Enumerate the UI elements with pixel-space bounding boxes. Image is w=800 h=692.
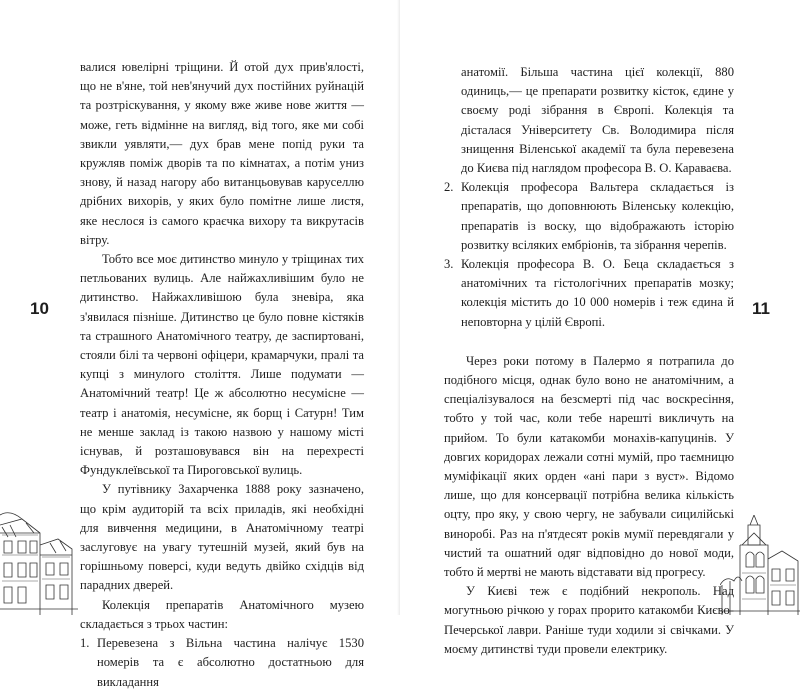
building-sketch-illustration [0,505,78,615]
paragraph: У Києві теж є подібний некрополь. Над могутньою річкою у горах прорито катакомби Києво-Печерської лаври. Раніше туди ходили зі свічками. У моєму дитинстві туди провели електрику. [444,584,734,656]
list-item-text: Колекція професора Вальтера складається із препаратів, що доповнюють Віленську колекцію, препаратів із воску, що відображають історію розвитку всіляких ембріонів, та зібрання черепів. [461,180,734,252]
list-item [444,178,734,255]
list-item [80,634,364,692]
list-item-number: 1. [80,636,90,651]
paragraph: У путівнику Захарченка 1888 року зазначено, що крім аудиторій та всіх приладів, які необхідні для вивчення медицини, в Анатомічному театрі заслуговує на увагу тутешній музей, який був на горішньому поверсі, куди ведуть двійко східців від парадних дверей. [80,482,364,593]
paragraph: Колекція препаратів Анатомічного музею складається з трьох частин: [80,597,364,631]
paragraph: Через роки потому в Палермо я потрапила до подібного місця, однак було воно не анатомічним, а спеціалізувалося на безсмерті під час воскресіння, тобто у той час, коли тебе нарешті викличуть на прийом. То були катакомби монахів-капуцинів. У довгих коридорах лежали сотні мумій, про таємницю муміфікації яких орден «ані пари з вуст». Відомо лише, що для консервації потрібна велика кількість оцту, про яку, у свою чергу, не забували сицилійські виноробі. Раз на п'ятдесят років мумії перевдягали у чистий та ошатний одяг відповідно до нової моди, тобто й мертві не мають відставати від прогресу. [444,353,734,580]
paragraph: Тобто все моє дитинство минуло у тріщинах тих петльованих вулиць. Але найжахливішим було не дитинство. Найжахливішою була зневіра, яка з'явилася пізніше. Дитинство це було повне кістяків та страшного Анатомічного театру, де заспиртовані, стояли білі та червоні офіцери, крамарчуки, пралі та купці з минулого століття. Лише подумати — Анатомічний театр! Це ж абсолютно несумісне — театр і анатомія, несумісне, як борщ і Сатурн! Тим не менше заклад із такою назвою у нашому місті існував, й розташовувався він на перехресті Фундуклеївської та Пироговської вулиць. [80,252,364,478]
list-item-number: 2. [444,180,454,195]
church-sketch-illustration [720,515,800,615]
paragraph: валися ювелірні тріщини. Й отой дух прив'ялості, що не в'яне, той нев'янучий дух постійних руйнацій та розтріскування, у якому вже живе нове життя — може, геть відмінне на вигляд, від того, яке ми собі звикли уявляти,— дух брав мене попід руки та кружляв поміж дворів та по кімнатах, а потім униз знову, й назад нагору або витанцьовував каруселлю дрібних вихорів, у яких було помітне лише листя, яке неслося із самого краєчка вихору та викрутасів вітру. [80,60,364,247]
collection-list [80,634,364,692]
left-page [0,0,400,689]
list-item [444,255,734,332]
right-page [400,0,800,656]
page-number: 11 [752,299,770,318]
right-page-text [444,63,734,659]
list-item-text: Колекція професора В. О. Беца складається з анатомічних та гістологічних препаратів мозку; колекція містить до 10 000 номерів і теж єдина й неповторна у цілій Європі. [461,257,734,329]
list-item-text: Перевезена з Вільна частина налічує 1530 номерів та є абсолютно достатньою для викладання [97,636,364,689]
collection-list-continued [444,63,734,332]
section-break [444,332,734,352]
page-number: 10 [30,299,49,318]
list-item-number: 3. [444,257,454,272]
left-page-text [80,58,364,692]
list-item [444,63,734,178]
list-item-text: анатомії. Більша частина цієї колекції, 880 одиниць,— це препарати розвитку кісток, єдине у своєму роді зібрання в Європі. Колекція та дісталася Університету Св. Володимира після знищення Віленської академії та була перевезена до Києва під наглядом професора В. О. Караваєва. [461,65,734,176]
